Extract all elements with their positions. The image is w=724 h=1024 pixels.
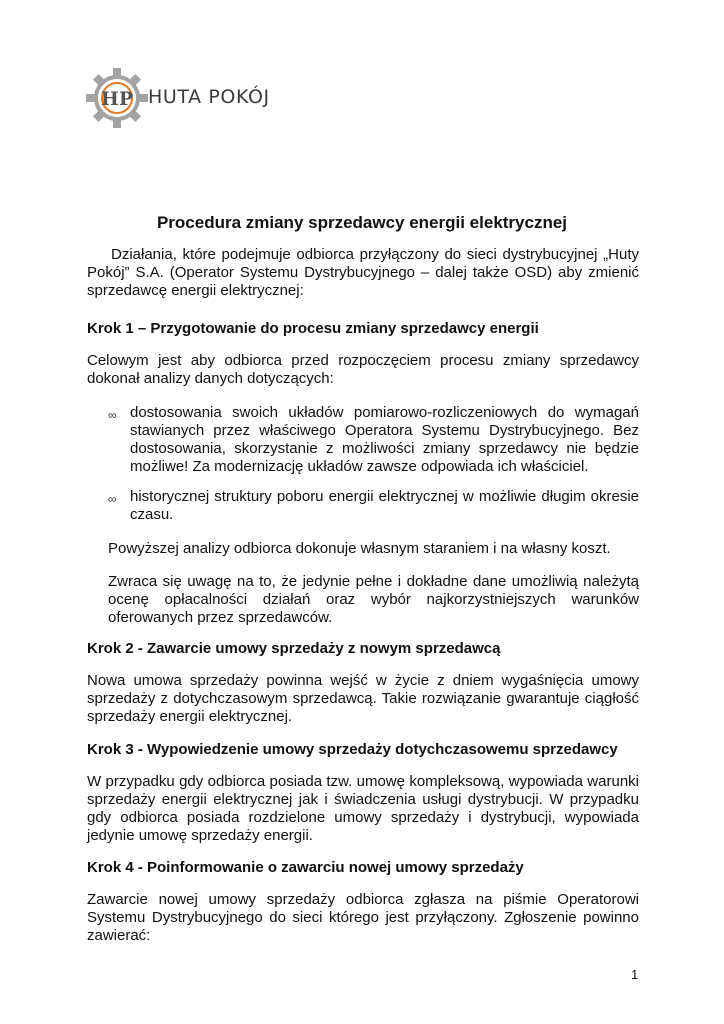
step4-body: Zawarcie nowej umowy sprzedaży odbiorca zgłasza na piśmie Operatorowi Systemu Dystrybucyjnego do sieci którego jest przyłączony. Zgłoszenie powinno zawierać: <box>87 891 639 944</box>
step1-note-cost: Powyższej analizy odbiorca dokonuje własnym staraniem i na własny koszt. <box>108 540 611 557</box>
step1-heading: Krok 1 – Przygotowanie do procesu zmiany sprzedawcy energii <box>87 320 539 337</box>
step2-heading: Krok 2 - Zawarcie umowy sprzedaży z nowym sprzedawcą <box>87 640 501 657</box>
company-logo <box>86 66 306 130</box>
step2-body: Nowa umowa sprzedaży powinna wejść w życie z dniem wygaśnięcia umowy sprzedaży z dotychczasowym sprzedawcą. Takie rozwiązanie gwarantuje ciągłość sprzedaży energii elektrycznej. <box>87 672 639 725</box>
step4-heading: Krok 4 - Poinformowanie o zawarciu nowej umowy sprzedaży <box>87 859 524 876</box>
step1-note-data: Zwraca się uwagę na to, że jedynie pełne i dokładne dane umożliwią należytą ocenę opłacalności działań oraz wybór najkorzystniejszych warunków oferowanych przez sprzedawców. <box>108 573 639 626</box>
step3-body: W przypadku gdy odbiorca posiada tzw. umowę kompleksową, wypowiada warunki sprzedaży energii elektrycznej jak i świadczenia usługi dystrybucji. W przypadku gdy odbiorca posiada rozdzielone umowy sprzedaży i dystrybucji, wypowiada jedynie umowę sprzedaży energii. <box>87 773 639 844</box>
page-number: 1 <box>631 967 639 982</box>
gear-logo-icon <box>86 66 148 130</box>
document-title: Procedura zmiany sprzedawcy energii elektrycznej <box>156 213 568 232</box>
intro-paragraph: Działania, które podejmuje odbiorca przyłączony do sieci dystrybucyjnej „Huty Pokój” S.A. (Operator Systemu Dystrybucyjnego – dalej także OSD) aby zmienić sprzedawcę energii elektrycznej: <box>87 246 639 299</box>
logo-monogram: HP <box>100 88 134 110</box>
step3-heading: Krok 3 - Wypowiedzenie umowy sprzedaży dotychczasowemu sprzedawcy <box>87 741 618 758</box>
step1-bullet-1: dostosowania swoich układów pomiarowo-rozliczeniowych do wymagań stawianych przez właściwego Operatora Systemu Dystrybucyjnego. Bez dostosowania, skorzystanie z możliwości zmiany sprzedawcy nie będzie możliwe! Za modernizację układów zawsze odpowiada ich właściciel. <box>130 404 639 475</box>
bullet-icon: ∞ <box>108 492 117 506</box>
bullet-icon: ∞ <box>108 408 117 422</box>
step1-lead: Celowym jest aby odbiorca przed rozpoczęciem procesu zmiany sprzedawcy dokonał analizy danych dotyczących: <box>87 352 639 387</box>
step1-bullet-2: historycznej struktury poboru energii elektrycznej w możliwie długim okresie czasu. <box>130 488 639 523</box>
company-name: HUTA POKÓJ <box>148 86 270 108</box>
